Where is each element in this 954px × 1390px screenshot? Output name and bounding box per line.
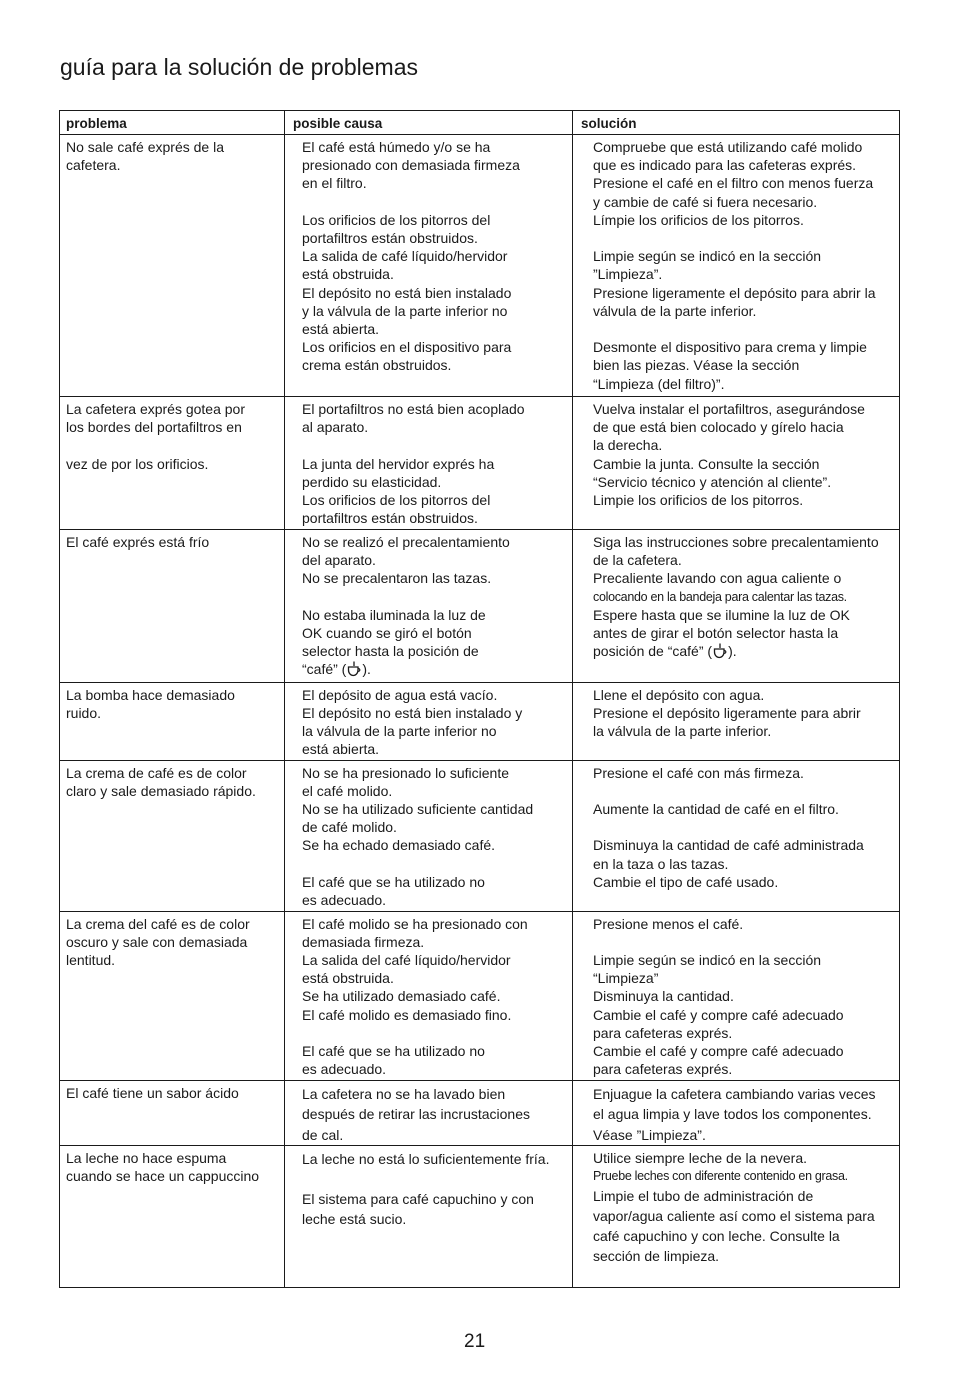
table-row [60,682,900,760]
coffee-cup-icon [346,661,362,681]
problem-cell: El café tiene un sabor ácido [66,1084,239,1101]
cause-cell: La leche no está lo suficientemente fría. El sistema para café capuchino y con leche está sucio. [302,1151,550,1228]
cause-cell: La cafetera no se ha lavado bien después de retirar las incrustaciones de cal. [302,1085,531,1143]
cause-cell-tail: “café” ( ). [302,660,568,681]
table-row [60,135,900,397]
solution-cell: Llene el depósito con agua. Presione el depósito ligeramente para abrir la válvula de la parte inferior. [593,686,861,740]
cause-cell: El café está húmedo y/o se ha presionado con demasiada firmeza en el filtro. Los orificios de los pitorros del portafiltros están obstruidos. La salida de café líquido/hervidor está obstruida. El depósito no está bien instalado y la válvula de la parte inferior no está abierta. Los orificios en el dispositivo para crema están obstruidos. [302,139,520,374]
page-title: guía para la solución de problemas [60,54,419,80]
table-row [60,1146,900,1288]
problem-cell: La bomba hace demasiado ruido. [66,686,235,721]
page-number: 21 [464,1331,486,1352]
troubleshooting-table [59,110,900,1288]
cause-cell: No se realizó el precalentamiento del aparato. No se precalentaron las tazas. No estaba iluminada la luz de OK cuando se giró el botón selector hasta la posición de [302,534,510,660]
cause-cell: El café molido se ha presionado con demasiada firmeza. La salida del café líquido/hervidor está obstruida. Se ha utilizado demasiado café. El café molido es demasiado fino. El café que se ha utilizado no es adecuado. [302,915,528,1078]
solution-cell: Enjuague la cafetera cambiando varias veces el agua limpia y lave todos los componentes. Véase ”Limpieza”. [593,1085,876,1143]
table-header-row [60,111,900,135]
solution-cell: Presione el café con más firmeza. Aumente la cantidad de café en el filtro. Disminuya la cantidad de café administrada en la taza o las tazas. Cambie el tipo de café usado. [593,764,864,890]
table-row [60,911,900,1080]
table-row [60,397,900,530]
problem-cell: La cafetera exprés gotea por los bordes del portafiltros en vez de por los orificios. [66,401,246,472]
problem-cell: No sale café exprés de la cafetera. [66,139,224,174]
solution-cell: Vuelva instalar el portafiltros, asegurándose de que está bien colocado y gírelo hacia la derecha. Cambie la junta. Consulte la sección “Servicio técnico y atención al cliente”. Limpie los orificios de los pitorros. [593,401,865,509]
solution-cell: Siga las instrucciones sobre precalentamiento de la cafetera. Precaliente lavando con agua caliente o [593,534,879,587]
solution-cell: Utilice siempre leche de la nevera. [593,1150,807,1167]
table-row [60,530,900,683]
cause-cell: El depósito de agua está vacío. El depósito no está bien instalado y la válvula de la parte inferior no está abierta. [302,686,523,758]
solution-cell: Presione menos el café. Limpie según se indicó en la sección “Limpieza” Disminuya la cantidad. Cambie el café y compre café adecuado para cafeteras exprés. Cambie el café y compre café adecuado para cafeteras exprés. [593,915,844,1078]
solution-cell: Compruebe que está utilizando café molido que es indicado para las cafeteras exprés. Presione el café en el filtro con menos fuerza y cambie de café si fuera necesario. Límpie los orificios de los pitorros. Limpie según se indicó en la sección ”Limpieza”. Presione ligeramente el depósito para abrir la válvula de la parte inferior. Desmonte el dispositivo para crema y limpie bien las piezas. Véase la sección “Limpieza (del filtro)”. [593,139,876,392]
solution-cell-tail: posición de “café” ( ). [593,642,897,663]
problem-cell: La leche no hace espuma cuando se hace un cappuccino [66,1150,260,1185]
table-row [60,1080,900,1146]
solution-cell-rest: Espere hasta que se ilumine la luz de OK antes de girar el botón selector hasta la [593,606,850,642]
problem-cell: La crema de café es de color claro y sale demasiado rápido. [66,764,256,799]
solution-cell-rest: Limpie el tubo de administración de vapor/agua caliente así como el sistema para café capuchino y con leche. Consulte la sección de limpieza. [593,1187,875,1265]
cause-cell: El portafiltros no está bien acoplado al aparato. La junta del hervidor exprés ha perdido su elasticidad. Los orificios de los pitorros del portafiltros están obstruidos. [302,401,525,527]
problem-cell: La crema del café es de color oscuro y sale con demasiada lentitud. [66,915,250,969]
coffee-cup-icon [712,643,728,663]
header-problem: problema [60,111,285,135]
table-row [60,760,900,911]
solution-cell-small: colocando en la bandeja para calentar las tazas. [593,589,847,604]
solution-cell-small: Pruebe leches con diferente contenido en grasa. [593,1169,848,1184]
problem-cell: El café exprés está frío [66,534,210,550]
header-cause: posible causa [285,111,573,135]
cause-cell: No se ha presionado lo suficiente el café molido. No se ha utilizado suficiente cantidad de café molido. Se ha echado demasiado café. El café que se ha utilizado no es adecuado. [302,764,534,909]
header-solution: solución [573,111,900,135]
